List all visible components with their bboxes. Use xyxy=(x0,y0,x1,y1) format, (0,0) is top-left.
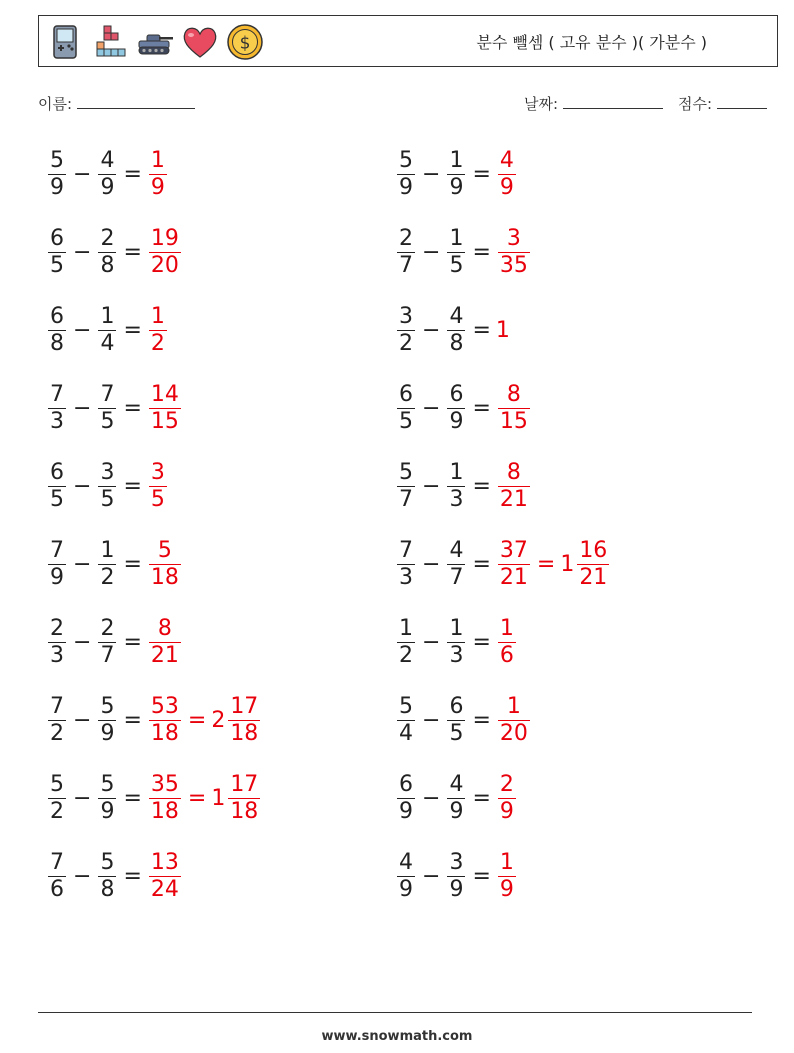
subtrahend-fraction-numerator: 1 xyxy=(100,537,115,563)
tetris-blocks-icon xyxy=(90,22,130,62)
minuend-fraction-numerator: 6 xyxy=(50,225,64,251)
subtrahend-fraction-numerator: 1 xyxy=(449,147,464,173)
minuend-fraction xyxy=(48,226,66,279)
problem-item xyxy=(46,688,262,752)
minuend-fraction-numerator: 2 xyxy=(50,615,64,641)
answer-fraction-numerator: 8 xyxy=(506,381,521,407)
mixed-fraction xyxy=(577,538,609,591)
minus-sign: − xyxy=(73,551,92,577)
heart-icon xyxy=(180,22,220,62)
score-label: 점수: xyxy=(678,95,713,113)
subtrahend-fraction xyxy=(447,148,465,201)
subtrahend-fraction-denominator: 3 xyxy=(449,486,464,512)
minuend-fraction-denominator: 9 xyxy=(50,174,64,200)
minuend-fraction-denominator: 3 xyxy=(399,564,413,590)
subtrahend-fraction xyxy=(447,304,465,357)
minus-sign: − xyxy=(422,785,441,811)
equals-sign: = xyxy=(472,473,491,499)
minuend-fraction-denominator: 7 xyxy=(399,486,413,512)
minuend-fraction xyxy=(48,850,66,903)
score-field xyxy=(678,93,767,114)
minuend-fraction-denominator: 9 xyxy=(50,564,64,590)
subtrahend-fraction-denominator: 5 xyxy=(100,408,115,434)
minuend-fraction-denominator: 9 xyxy=(399,876,413,902)
answer-fraction xyxy=(498,616,516,669)
minuend-fraction xyxy=(397,538,415,591)
answer-fraction-numerator: 1 xyxy=(150,147,165,173)
subtrahend-fraction-denominator: 5 xyxy=(100,486,115,512)
game-console-icon xyxy=(45,22,85,62)
answer-fraction-denominator: 6 xyxy=(499,642,514,668)
mixed-whole: 1 xyxy=(211,785,226,811)
answer-fraction-denominator: 15 xyxy=(499,408,528,434)
minuend-fraction xyxy=(48,616,66,669)
answer-fraction-numerator: 8 xyxy=(506,459,521,485)
equals-sign: = xyxy=(472,395,491,421)
problem-item xyxy=(395,766,518,830)
subtrahend-fraction xyxy=(447,694,465,747)
minuend-fraction xyxy=(397,148,415,201)
answer-whole: 1 xyxy=(495,317,510,343)
answer-fraction-numerator: 1 xyxy=(506,693,521,719)
worksheet-header xyxy=(38,15,778,67)
answer-fraction-numerator: 3 xyxy=(506,225,521,251)
minus-sign: − xyxy=(422,707,441,733)
answer-fraction-numerator: 1 xyxy=(499,615,514,641)
mixed-whole: 1 xyxy=(560,551,575,577)
minuend-fraction xyxy=(48,148,66,201)
minuend-fraction-denominator: 3 xyxy=(50,408,64,434)
problem-item xyxy=(395,844,518,908)
minuend-fraction-denominator: 6 xyxy=(50,876,64,902)
subtrahend-fraction-denominator: 7 xyxy=(100,642,115,668)
answer-fraction-denominator: 24 xyxy=(150,876,179,902)
answer-fraction-denominator: 20 xyxy=(150,252,179,278)
equals-sign: = xyxy=(123,473,142,499)
mixed-fraction-denominator: 18 xyxy=(230,720,259,746)
minuend-fraction xyxy=(48,772,66,825)
subtrahend-fraction-denominator: 9 xyxy=(449,876,464,902)
equals-sign: = xyxy=(123,161,142,187)
equals-sign: = xyxy=(187,707,207,733)
answer-fraction-denominator: 21 xyxy=(499,486,528,512)
subtrahend-fraction xyxy=(98,694,116,747)
subtrahend-fraction-denominator: 9 xyxy=(449,798,464,824)
answer-fraction xyxy=(149,304,167,357)
name-field xyxy=(38,93,195,114)
answer-fraction-denominator: 21 xyxy=(499,564,528,590)
equals-sign: = xyxy=(123,863,142,889)
minuend-fraction-denominator: 4 xyxy=(399,720,413,746)
minuend-fraction xyxy=(397,460,415,513)
answer-fraction-numerator: 5 xyxy=(157,537,172,563)
answer-fraction-numerator: 19 xyxy=(150,225,179,251)
answer-fraction xyxy=(498,772,516,825)
subtrahend-fraction-numerator: 5 xyxy=(100,849,115,875)
problem-item xyxy=(46,376,183,440)
minus-sign: − xyxy=(422,161,441,187)
subtrahend-fraction xyxy=(447,538,465,591)
subtrahend-fraction xyxy=(98,538,116,591)
worksheet-title: 분수 뺄셈 ( 고유 분수 )( 가분수 ) xyxy=(476,33,707,52)
equals-sign: = xyxy=(472,161,491,187)
name-blank xyxy=(77,94,195,109)
equals-sign: = xyxy=(472,239,491,265)
minuend-fraction xyxy=(48,538,66,591)
answer-fraction-numerator: 1 xyxy=(499,849,514,875)
problem-item xyxy=(395,376,532,440)
equals-sign: = xyxy=(123,551,142,577)
minuend-fraction-numerator: 5 xyxy=(399,147,413,173)
answer-fraction-denominator: 18 xyxy=(150,798,179,824)
subtrahend-fraction-denominator: 2 xyxy=(100,564,115,590)
subtrahend-fraction-denominator: 9 xyxy=(100,174,115,200)
minus-sign: − xyxy=(422,473,441,499)
problem-item xyxy=(46,766,262,830)
answer-fraction xyxy=(498,850,516,903)
minus-sign: − xyxy=(73,239,92,265)
equals-sign: = xyxy=(472,551,491,577)
subtrahend-fraction xyxy=(447,460,465,513)
minuend-fraction-numerator: 7 xyxy=(50,693,64,719)
equals-sign: = xyxy=(536,551,556,577)
minuend-fraction-denominator: 5 xyxy=(50,486,64,512)
minuend-fraction xyxy=(397,226,415,279)
answer-fraction-denominator: 2 xyxy=(150,330,165,356)
minuend-fraction-denominator: 2 xyxy=(399,330,413,356)
answer-fraction-numerator: 8 xyxy=(157,615,172,641)
subtrahend-fraction xyxy=(98,226,116,279)
answer-fraction-numerator: 3 xyxy=(150,459,165,485)
minuend-fraction xyxy=(48,382,66,435)
minuend-fraction-numerator: 5 xyxy=(50,771,64,797)
answer-fraction-denominator: 18 xyxy=(150,720,179,746)
answer-fraction xyxy=(149,616,181,669)
answer-fraction-denominator: 20 xyxy=(499,720,528,746)
subtrahend-fraction-numerator: 5 xyxy=(100,771,115,797)
equals-sign: = xyxy=(187,785,207,811)
minus-sign: − xyxy=(73,395,92,421)
minuend-fraction-numerator: 5 xyxy=(50,147,64,173)
equals-sign: = xyxy=(472,629,491,655)
problem-item xyxy=(46,610,183,674)
answer-fraction xyxy=(149,382,181,435)
problem-item xyxy=(395,532,611,596)
subtrahend-fraction-numerator: 2 xyxy=(100,615,115,641)
answer-fraction xyxy=(149,850,181,903)
subtrahend-fraction-numerator: 3 xyxy=(100,459,115,485)
subtrahend-fraction xyxy=(98,304,116,357)
subtrahend-fraction-denominator: 9 xyxy=(100,720,115,746)
minuend-fraction-numerator: 6 xyxy=(50,303,64,329)
minus-sign: − xyxy=(422,317,441,343)
answer-fraction-numerator: 2 xyxy=(499,771,514,797)
minuend-fraction-denominator: 3 xyxy=(50,642,64,668)
answer-fraction-denominator: 9 xyxy=(499,798,514,824)
answer-fraction xyxy=(498,538,530,591)
subtrahend-fraction-denominator: 5 xyxy=(449,720,464,746)
subtrahend-fraction xyxy=(447,772,465,825)
answer-fraction xyxy=(149,538,181,591)
minuend-fraction-denominator: 7 xyxy=(399,252,413,278)
minus-sign: − xyxy=(73,317,92,343)
date-blank xyxy=(563,94,663,109)
minuend-fraction-numerator: 7 xyxy=(50,381,64,407)
minus-sign: − xyxy=(73,785,92,811)
minuend-fraction-numerator: 6 xyxy=(399,771,413,797)
subtrahend-fraction xyxy=(447,616,465,669)
minuend-fraction xyxy=(397,772,415,825)
problem-item xyxy=(395,688,532,752)
minus-sign: − xyxy=(73,707,92,733)
equals-sign: = xyxy=(123,395,142,421)
footer-url: www.snowmath.com xyxy=(321,1029,473,1044)
answer-fraction xyxy=(149,694,181,747)
minus-sign: − xyxy=(73,863,92,889)
subtrahend-fraction-denominator: 8 xyxy=(100,876,115,902)
subtrahend-fraction-denominator: 3 xyxy=(449,642,464,668)
name-label: 이름: xyxy=(38,95,73,113)
footer-divider xyxy=(38,1012,752,1013)
subtrahend-fraction xyxy=(98,148,116,201)
problem-item xyxy=(46,844,183,908)
score-blank xyxy=(717,94,767,109)
minuend-fraction-numerator: 4 xyxy=(399,849,413,875)
equals-sign: = xyxy=(472,317,491,343)
minus-sign: − xyxy=(422,863,441,889)
subtrahend-fraction-numerator: 1 xyxy=(449,459,464,485)
equals-sign: = xyxy=(123,785,142,811)
subtrahend-fraction xyxy=(447,382,465,435)
subtrahend-fraction-numerator: 1 xyxy=(100,303,115,329)
answer-fraction-denominator: 9 xyxy=(499,174,514,200)
subtrahend-fraction xyxy=(98,460,116,513)
minus-sign: − xyxy=(422,239,441,265)
problem-item xyxy=(46,532,183,596)
minuend-fraction-numerator: 5 xyxy=(399,459,413,485)
minuend-fraction-denominator: 5 xyxy=(50,252,64,278)
subtrahend-fraction-numerator: 3 xyxy=(449,849,464,875)
answer-fraction xyxy=(498,382,530,435)
answer-fraction-denominator: 5 xyxy=(150,486,165,512)
answer-fraction-numerator: 1 xyxy=(150,303,165,329)
answer-fraction xyxy=(149,460,167,513)
date-label: 날짜: xyxy=(524,95,559,113)
subtrahend-fraction xyxy=(98,616,116,669)
answer-fraction-denominator: 35 xyxy=(499,252,528,278)
answer-fraction xyxy=(149,148,167,201)
date-field xyxy=(524,93,663,114)
problem-item xyxy=(46,142,169,206)
answer-fraction-denominator: 9 xyxy=(150,174,165,200)
equals-sign: = xyxy=(472,785,491,811)
minuend-fraction-denominator: 8 xyxy=(50,330,64,356)
minuend-fraction xyxy=(48,304,66,357)
minuend-fraction-numerator: 7 xyxy=(50,537,64,563)
mixed-fraction xyxy=(228,772,260,825)
problem-item xyxy=(395,610,518,674)
subtrahend-fraction-denominator: 7 xyxy=(449,564,464,590)
minuend-fraction-numerator: 5 xyxy=(399,693,413,719)
problem-item xyxy=(395,142,518,206)
answer-fraction xyxy=(149,226,181,279)
subtrahend-fraction-denominator: 8 xyxy=(100,252,115,278)
subtrahend-fraction xyxy=(447,226,465,279)
subtrahend-fraction-numerator: 1 xyxy=(449,615,464,641)
equals-sign: = xyxy=(123,629,142,655)
subtrahend-fraction-denominator: 8 xyxy=(449,330,464,356)
tank-icon xyxy=(135,22,175,62)
answer-fraction xyxy=(149,772,181,825)
minus-sign: − xyxy=(422,629,441,655)
answer-fraction-denominator: 21 xyxy=(150,642,179,668)
subtrahend-fraction-denominator: 9 xyxy=(100,798,115,824)
minuend-fraction-denominator: 9 xyxy=(399,798,413,824)
minus-sign: − xyxy=(73,161,92,187)
equals-sign: = xyxy=(472,863,491,889)
answer-fraction xyxy=(498,694,530,747)
subtrahend-fraction-numerator: 6 xyxy=(449,381,464,407)
equals-sign: = xyxy=(123,317,142,343)
minuend-fraction-denominator: 2 xyxy=(399,642,413,668)
gold-coin-icon xyxy=(225,22,265,62)
minuend-fraction-denominator: 2 xyxy=(50,798,64,824)
answer-fraction-numerator: 37 xyxy=(499,537,528,563)
subtrahend-fraction-numerator: 2 xyxy=(100,225,115,251)
subtrahend-fraction xyxy=(447,850,465,903)
answer-fraction xyxy=(498,148,516,201)
minuend-fraction-denominator: 5 xyxy=(399,408,413,434)
minuend-fraction xyxy=(397,382,415,435)
answer-fraction xyxy=(498,226,530,279)
subtrahend-fraction-numerator: 1 xyxy=(449,225,464,251)
minus-sign: − xyxy=(73,473,92,499)
minuend-fraction xyxy=(48,694,66,747)
minus-sign: − xyxy=(422,551,441,577)
mixed-fraction-denominator: 21 xyxy=(579,564,608,590)
mixed-fraction-denominator: 18 xyxy=(230,798,259,824)
minuend-fraction xyxy=(397,304,415,357)
problem-item xyxy=(395,220,532,284)
subtrahend-fraction xyxy=(98,772,116,825)
minuend-fraction-numerator: 3 xyxy=(399,303,413,329)
subtrahend-fraction-numerator: 4 xyxy=(449,537,464,563)
answer-fraction-numerator: 35 xyxy=(150,771,179,797)
problem-item xyxy=(395,298,510,362)
minuend-fraction-numerator: 6 xyxy=(399,381,413,407)
equals-sign: = xyxy=(123,239,142,265)
subtrahend-fraction-numerator: 4 xyxy=(449,771,464,797)
problem-item xyxy=(46,454,169,518)
minuend-fraction-numerator: 6 xyxy=(50,459,64,485)
subtrahend-fraction-numerator: 5 xyxy=(100,693,115,719)
mixed-whole: 2 xyxy=(211,707,226,733)
minuend-fraction-numerator: 2 xyxy=(399,225,413,251)
header-icons xyxy=(45,22,265,62)
problem-item xyxy=(46,220,183,284)
answer-fraction xyxy=(498,460,530,513)
answer-fraction-denominator: 18 xyxy=(150,564,179,590)
equals-sign: = xyxy=(472,707,491,733)
mixed-fraction xyxy=(228,694,260,747)
subtrahend-fraction xyxy=(98,850,116,903)
equals-sign: = xyxy=(123,707,142,733)
minus-sign: − xyxy=(422,395,441,421)
problem-item xyxy=(395,454,532,518)
answer-fraction-numerator: 53 xyxy=(150,693,179,719)
minuend-fraction xyxy=(48,460,66,513)
problem-item xyxy=(46,298,169,362)
answer-fraction-denominator: 15 xyxy=(150,408,179,434)
minuend-fraction-numerator: 7 xyxy=(50,849,64,875)
subtrahend-fraction xyxy=(98,382,116,435)
answer-fraction-numerator: 14 xyxy=(150,381,179,407)
mixed-fraction-numerator: 16 xyxy=(579,537,608,563)
minuend-fraction xyxy=(397,616,415,669)
subtrahend-fraction-numerator: 4 xyxy=(100,147,115,173)
subtrahend-fraction-denominator: 4 xyxy=(100,330,115,356)
subtrahend-fraction-denominator: 9 xyxy=(449,408,464,434)
subtrahend-fraction-numerator: 7 xyxy=(100,381,115,407)
subtrahend-fraction-denominator: 9 xyxy=(449,174,464,200)
minuend-fraction-denominator: 2 xyxy=(50,720,64,746)
subtrahend-fraction-denominator: 5 xyxy=(449,252,464,278)
svg-text:$: $ xyxy=(239,33,251,54)
minuend-fraction-denominator: 9 xyxy=(399,174,413,200)
subtrahend-fraction-numerator: 6 xyxy=(449,693,464,719)
minuend-fraction xyxy=(397,850,415,903)
subtrahend-fraction-numerator: 4 xyxy=(449,303,464,329)
answer-fraction-numerator: 4 xyxy=(499,147,514,173)
minuend-fraction-numerator: 1 xyxy=(399,615,413,641)
answer-fraction-numerator: 13 xyxy=(150,849,179,875)
mixed-fraction-numerator: 17 xyxy=(230,771,259,797)
minuend-fraction-numerator: 7 xyxy=(399,537,413,563)
minus-sign: − xyxy=(73,629,92,655)
mixed-fraction-numerator: 17 xyxy=(230,693,259,719)
minuend-fraction xyxy=(397,694,415,747)
answer-fraction-denominator: 9 xyxy=(499,876,514,902)
